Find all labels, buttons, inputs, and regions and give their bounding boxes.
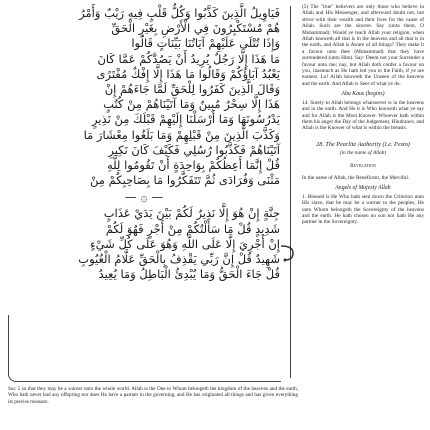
surah-subheading: (in the name of Allah) (339, 150, 387, 157)
arabic-line: شَهِيدٌ قُلْ إِنَّ رَبِّي يَقْذِفُ بِالْحَقِّ عَلَّامُ الْغُيُوبِ (78, 252, 280, 267)
section-heading: Angels of Majesty Allah (335, 185, 391, 192)
arabic-line: يَعْبُدُ آبَاؤُكُمْ وَقَالُوا مَا هَذَا إِلَّا إِفْكٌ مُفْتَرًى (96, 66, 280, 81)
verse-ornament: — ۞ — (124, 190, 164, 205)
arabic-line: آتَيْنَاهُمْ فَكَذَّبُوا رُسُلِي فَكَيْفَ كَانَ نَكِيرِ (108, 142, 280, 157)
arabic-line: فَيَاوِيلُ الَّذِينَ كَذَّبُوا وَكُلُّ قَلْبٍ فِيهِ رَيْبٌ وَأَمْرُ (79, 6, 280, 20)
arabic-line: هُمْ مُسْتَكْبِرُونَ فِي الْأَرْضِ بِغَيْرِ الْحَقِّ (111, 21, 280, 36)
arabic-line: جِنَّةٍ إِنْ هُوَ إِلَّا نَذِيرٌ لَكُمْ بَيْنَ يَدَيْ عَذَابٍ (103, 206, 280, 221)
translation-paragraph: In the name of Allah, the Beneficent, the Merciful. (302, 174, 410, 181)
surah-heading: 28. The Pearlite Authority (I.e. Pesto) (316, 140, 410, 148)
arabic-line: شَدِيدٍ قُلْ مَا سَأَلْتُكُمْ مِنْ أَجْرٍ فَهُوَ لَكُمْ (105, 221, 280, 236)
translation-paragraph: 14. Surely to Allah belongs whatsoever is in the heavens and in the earth. And He it is Who knoweth what ye say and for Allah is the Most Knower. Whoever hath within them his anger the Day of the Judgement, Hindrance, and Allah is the Knower of what is within the breasts. (302, 99, 424, 132)
arabic-line: وَقَالَ الَّذِينَ كَفَرُوا لِلْحَقِّ لَمَّا جَاءَهُمْ إِنْ (104, 82, 280, 97)
translation-paragraph: (5) The "true" believers are only those who believe in Allah and His Messenger, and afterward doubt not, but strive with their wealth and their lives for the cause of Allah. Such are the sincere. Say (unto them, O Muhammad): Would ye teach Allah your religion, when Allah knoweth all that is in the heavens and all that is in the earth, and Allah is Aware of all things? They make it a favour unto thee (Muhammad) that they have surrendered (unto Him). Say: Deem not your Surrender a favour unto me; nay, but Allah doth confer a favour on you, inasmuch as He hath led you to the Faith, if ye are earnest. Lo! Allah knoweth the Unseen of the heavens and the earth. And Allah is Seer of what ye do. (302, 4, 424, 87)
column-divider (290, 6, 291, 378)
arabic-line: قُلْ جَاءَ الْحَقُّ وَمَا يُبْدِئُ الْبَاطِلُ وَمَا يُعِيدُ (98, 267, 280, 282)
section-heading: Abu Kaus (begins) (341, 91, 385, 98)
arabic-line: يَدْرُسُونَهَا وَمَا أَرْسَلْنَا إِلَيْهِمْ قَبْلَكَ مِنْ نَذِيرٍ (92, 112, 280, 127)
arabic-line: وَإِذَا تُتْلَى عَلَيْهِمْ آيَاتُنَا بَيِّنَاتٍ قَالُوا (131, 36, 280, 51)
hook-icon (277, 242, 299, 264)
revelation-label: Revelation (350, 162, 376, 169)
arabic-line: مَثْنَى وَفُرَادَى ثُمَّ تَتَفَكَّرُوا مَا بِصَاحِبِكُمْ مِنْ (90, 173, 280, 188)
arabic-line: مَا هَذَا إِلَّا رَجُلٌ يُرِيدُ أَنْ يَصُدَّكُمْ عَمَّا كَانَ (97, 51, 280, 66)
decorative-hook-icon (275, 242, 301, 268)
arabic-line: وَكَذَّبَ الَّذِينَ مِنْ قَبْلِهِمْ وَمَا بَلَغُوا مِعْشَارَ مَا (83, 127, 280, 142)
arabic-text-column (8, 6, 280, 306)
footnote: Sur. 5 so that they may be a warner unto the whole world. Allah is the One to Whom belongeth the kingdom of the heavens and the earth, Who hath never had any offspring nor does He have a partner in the governing, and He has originated all things and has given everything its precise measure. (8, 386, 298, 405)
arabic-line: هَذَا إِلَّا سِحْرٌ مُبِينٌ وَمَا آتَيْنَاهُمْ مِنْ كُتُبٍ (103, 97, 280, 112)
arabic-frame-border (8, 315, 281, 382)
arabic-line: قُلْ إِنَّمَا أَعِظُكُمْ بِوَاحِدَةٍ أَنْ تَقُومُوا لِلَّهِ (106, 158, 280, 173)
translation-paragraph: 1. Blessed is He Who hath sent down the Criterion unto His slave, that he may be a warner to the peoples; He unto Whom belongeth the Sovereignty of the heavens and the earth. He hath chosen no son nor hath He any partner in the Sovereignty. (302, 193, 424, 226)
arabic-line: إِنْ أَجْرِيَ إِلَّا عَلَى اللَّهِ وَهُوَ عَلَى كُلِّ شَيْءٍ (90, 236, 280, 251)
english-translation-column (302, 4, 424, 424)
